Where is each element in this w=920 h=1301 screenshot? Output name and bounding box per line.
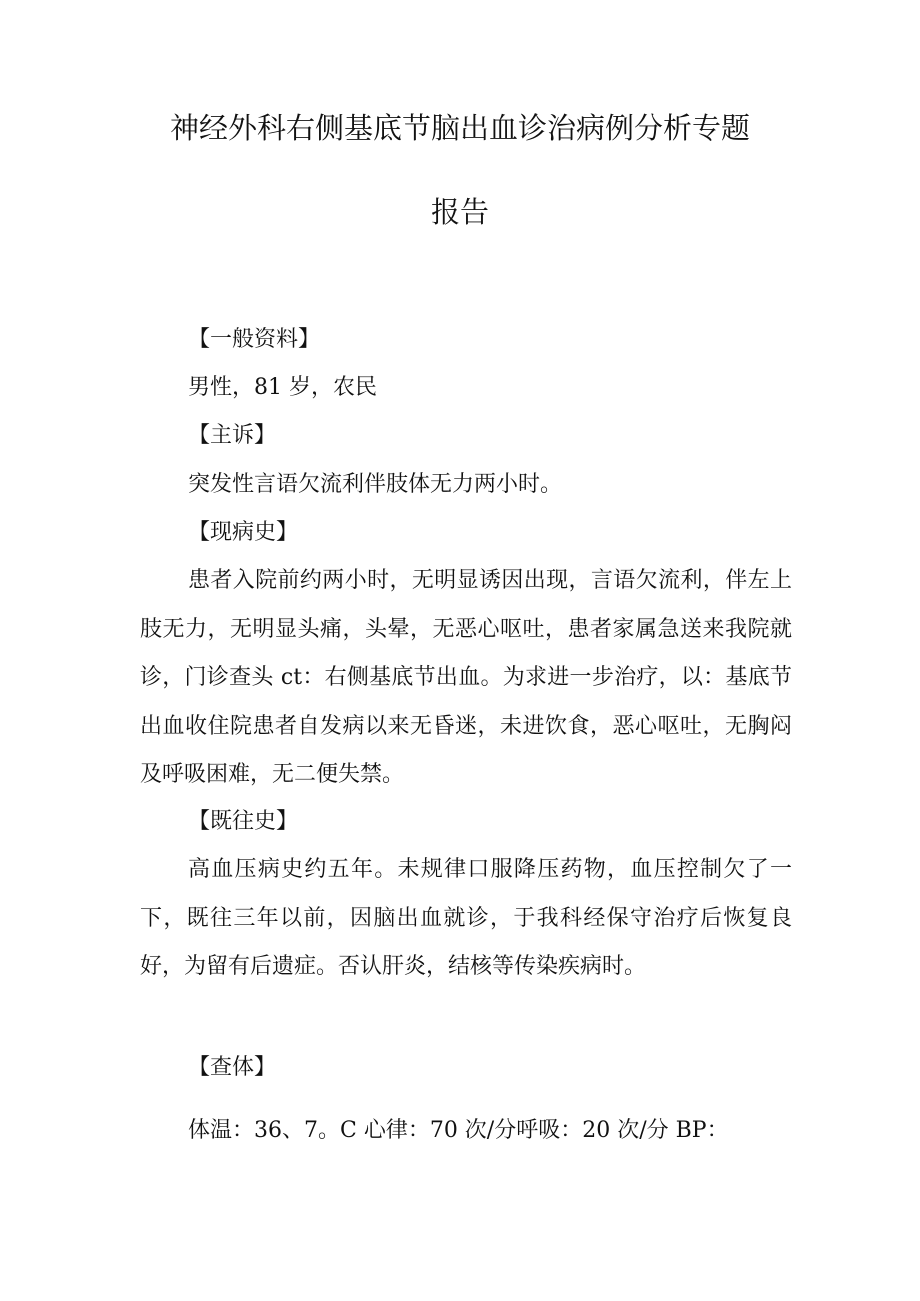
section-heading-past-history: 【既往史】 bbox=[188, 809, 299, 834]
document-title-line-1: 神经外科右侧基底节脑出血诊治病例分析专题 bbox=[169, 111, 750, 145]
complaint-text: 突发性言语欠流利伴肢体无力两小时。 bbox=[188, 472, 563, 497]
document-title-line-2: 报告 bbox=[430, 195, 489, 229]
exam-text: 体温：36、7。C 心律：70 次/分呼吸：20 次/分 BP： bbox=[188, 1118, 729, 1143]
section-heading-general: 【一般资料】 bbox=[188, 327, 321, 352]
section-heading-present-history: 【现病史】 bbox=[188, 520, 299, 545]
section-heading-exam: 【查体】 bbox=[188, 1055, 277, 1080]
general-info-text: 男性，81 岁，农民 bbox=[188, 375, 377, 400]
present-history-paragraph: 患者入院前约两小时，无明显诱因出现，言语欠流利，伴左上肢无力，无明显头痛，头晕，无恶心呕吐，患者家属急送来我院就诊，门诊查头 ct：右侧基底节出血。为求进一步治疗，以：基底节出血收住院患者自发病以来无昏迷，未进饮食，恶心呕吐，无胸闷及呼吸困难，无二便失禁。 bbox=[140, 568, 792, 787]
past-history-paragraph: 高血压病史约五年。未规律口服降压药物，血压控制欠了一下，既往三年以前，因脑出血就诊，于我科经保守治疗后恢复良好，为留有后遗症。否认肝炎，结核等传染疾病时。 bbox=[140, 857, 792, 979]
section-heading-complaint: 【主诉】 bbox=[188, 423, 277, 448]
